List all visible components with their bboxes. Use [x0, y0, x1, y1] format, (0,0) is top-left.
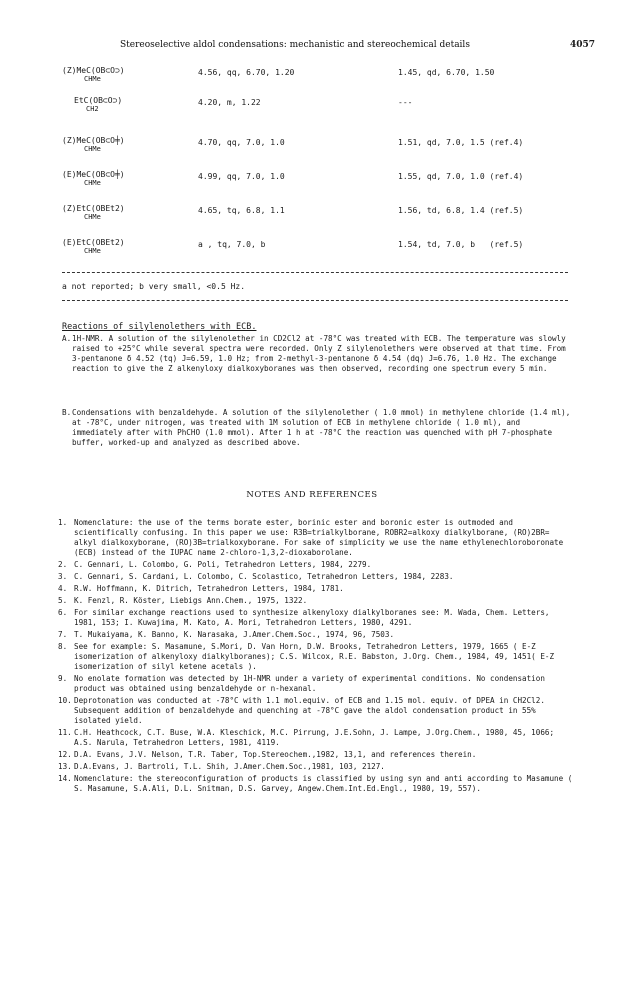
- reference-item: 14. Nomenclature: the stereoconfiguration of products is classified by using syn and anti according to Masamune ( S. Masamune, S.A.Ali, D.L. Snitman, D.S. Garvey, Angew.Chem.Int.Ed.Engl., 1980, 19, 557).: [58, 774, 573, 793]
- reference-item: 1. Nomenclature: the use of the terms borate ester, borinic ester and boronic ester is outmoded and scientifically confusing. In this paper we use: R3B=trialkylborane, ROBR2=alkoxy dialkylborane, (RO)2BR= alkyl dialkoxyborane, (RO)3B=trialkoxyborane. For sake of simplicity we use the name ethylenechloroboronate (ECB) instead of the IUPAC name 2-chloro-1,3,2-dioxaborolane.: [58, 518, 564, 557]
- reference-item: 11. C.H. Heathcock, C.T. Buse, W.A. Kleschick, M.C. Pirrung, J.E.Sohn, J. Lampe, J.Org.Chem., 1980, 45, 1066; A.S. Narula, Tetrahedron Letters, 1981, 4119.: [58, 728, 555, 747]
- table-divider: [62, 272, 568, 273]
- reference-item: 5. K. Fenzl, R. Köster, Liebigs Ann.Chem., 1975, 1322.: [58, 596, 308, 605]
- table-row: [0, 66, 624, 92]
- reference-item: 9. No enolate formation was detected by 1H-NMR under a variety of experimental conditions. No condensation product was obtained using benzaldehyde or n-hexanal.: [58, 674, 545, 693]
- page-number: 4057: [570, 40, 596, 50]
- paragraph-b: [62, 408, 572, 448]
- paragraph-label: B.: [62, 408, 72, 417]
- reference-item: 6. For similar exchange reactions used to synthesize alkenyloxy dialkylboranes see: M. Wada, Chem. Letters, 1981, 153; I. Kuwajima, M. Kato, A. Mori, Tetrahedron Letters, 1980, 4291.: [58, 608, 550, 627]
- vinyl-proton-data: 4.70, qq, 7.0, 1.0: [198, 138, 285, 147]
- table-row: [0, 170, 624, 196]
- table-row: [0, 96, 624, 122]
- reference-item: 12. D.A. Evans, J.V. Nelson, T.R. Taber, Top.Stereochem.,1982, 13,1, and references therein.: [58, 750, 477, 759]
- compound-name: (Z)EtC(OBEt2) CHMe: [62, 204, 125, 221]
- methyl-proton-data: 1.45, qd, 6.70, 1.50: [398, 68, 495, 77]
- reference-item: 4. R.W. Hoffmann, K. Ditrich, Tetrahedron Letters, 1984, 1781.: [58, 584, 344, 593]
- vinyl-proton-data: a , tq, 7.0, b: [198, 240, 266, 249]
- paragraph-label: A.: [62, 334, 72, 343]
- vinyl-proton-data: 4.56, qq, 6.70, 1.20: [198, 68, 295, 77]
- methyl-proton-data: 1.55, qd, 7.0, 1.0 (ref.4): [398, 172, 524, 181]
- running-header: [0, 40, 624, 54]
- running-title: Stereoselective aldol condensations: mechanistic and stereochemical details: [120, 40, 470, 50]
- vinyl-proton-data: 4.20, m, 1.22: [198, 98, 261, 107]
- table-row: [0, 204, 624, 230]
- reference-item: 3. C. Gennari, S. Cardani, L. Colombo, C. Scolastico, Tetrahedron Letters, 1984, 2283.: [58, 572, 454, 581]
- compound-name: (Z)MeC(OB⊂O⊃) CHMe: [62, 66, 125, 83]
- paragraph-text: 1H-NMR. A solution of the silylenolether in CD2Cl2 at -78°C was treated with ECB. The temperature was slowly raised to +25°C while several spectra were recorded. Only Z silylenolethers were observed at that time. From 3-pentanone δ 4.52 (tq) J=6.59, 1.0 Hz; from 2-methyl-3-pentanone δ 4.54 (dq) J=6.76, 1.0 Hz. The exchange reaction to give the Z alkenyloxy dialkoxyboranes was then observed, recording one spectrum every 5 min.: [72, 334, 566, 373]
- compound-name: (E)EtC(OBEt2) CHMe: [62, 238, 125, 255]
- paragraph-a: [62, 334, 572, 374]
- compound-name: EtC(OB⊂O⊃) CH2: [74, 96, 123, 113]
- reference-item: 10. Deprotonation was conducted at -78°C with 1.1 mol.equiv. of ECB and 1.15 mol. equiv. of DPEA in CH2Cl2. Subsequent addition of benzaldehyde and quenching at -78°C gave the aldol condensation product in 55% isolated yield.: [58, 696, 545, 725]
- reference-item: 7. T. Mukaiyama, K. Banno, K. Narasaka, J.Amer.Chem.Soc., 1974, 96, 7503.: [58, 630, 395, 639]
- methyl-proton-data: 1.56, td, 6.8, 1.4 (ref.5): [398, 206, 524, 215]
- compound-name: (E)MeC(OB⊂O╪) CHMe: [62, 170, 125, 187]
- methyl-proton-data: ---: [398, 98, 413, 107]
- table-divider: [62, 300, 568, 301]
- methyl-proton-data: 1.51, qd, 7.0, 1.5 (ref.4): [398, 138, 524, 147]
- paragraph-text: Condensations with benzaldehyde. A solution of the silylenolether ( 1.0 mmol) in methylene chloride (1.4 ml), at -78°C, under nitrogen, was treated with 1M solution of ECB in methylene chloride ( 1.0 ml), and immediately after with PhCHO (1.0 mmol). After 1 h at -78°C the reaction was quenched with pH 7-phosphate buffer, worked-up and analyzed as described above.: [72, 408, 571, 447]
- reference-list: [58, 518, 574, 796]
- table-row: [0, 238, 624, 264]
- methyl-proton-data: 1.54, td, 7.0, b (ref.5): [398, 240, 524, 249]
- table-footnote: a not reported; b very small, <0.5 Hz.: [62, 282, 246, 291]
- reference-item: 8. See for example: S. Masamune, S.Mori, D. Van Horn, D.W. Brooks, Tetrahedron Letters, 1979, 1665 ( E-Z isomerization of alkenyloxy dialkylboranes); C.S. Wilcox, R.E. Babston, J.Org. Chem., 1984, 49, 1451( E-Z isomerization of silyl ketene acetals ).: [58, 642, 555, 671]
- vinyl-proton-data: 4.99, qq, 7.0, 1.0: [198, 172, 285, 181]
- compound-name: (Z)MeC(OB⊂O╪) CHMe: [62, 136, 125, 153]
- reference-item: 2. C. Gennari, L. Colombo, G. Poli, Tetrahedron Letters, 1984, 2279.: [58, 560, 372, 569]
- section-heading: Reactions of silylenolethers with ECB.: [62, 322, 257, 332]
- vinyl-proton-data: 4.65, tq, 6.8, 1.1: [198, 206, 285, 215]
- table-row: [0, 136, 624, 162]
- notes-heading: NOTES AND REFERENCES: [246, 490, 378, 500]
- reference-item: 13. D.A.Evans, J. Bartroli, T.L. Shih, J.Amer.Chem.Soc.,1981, 103, 2127.: [58, 762, 385, 771]
